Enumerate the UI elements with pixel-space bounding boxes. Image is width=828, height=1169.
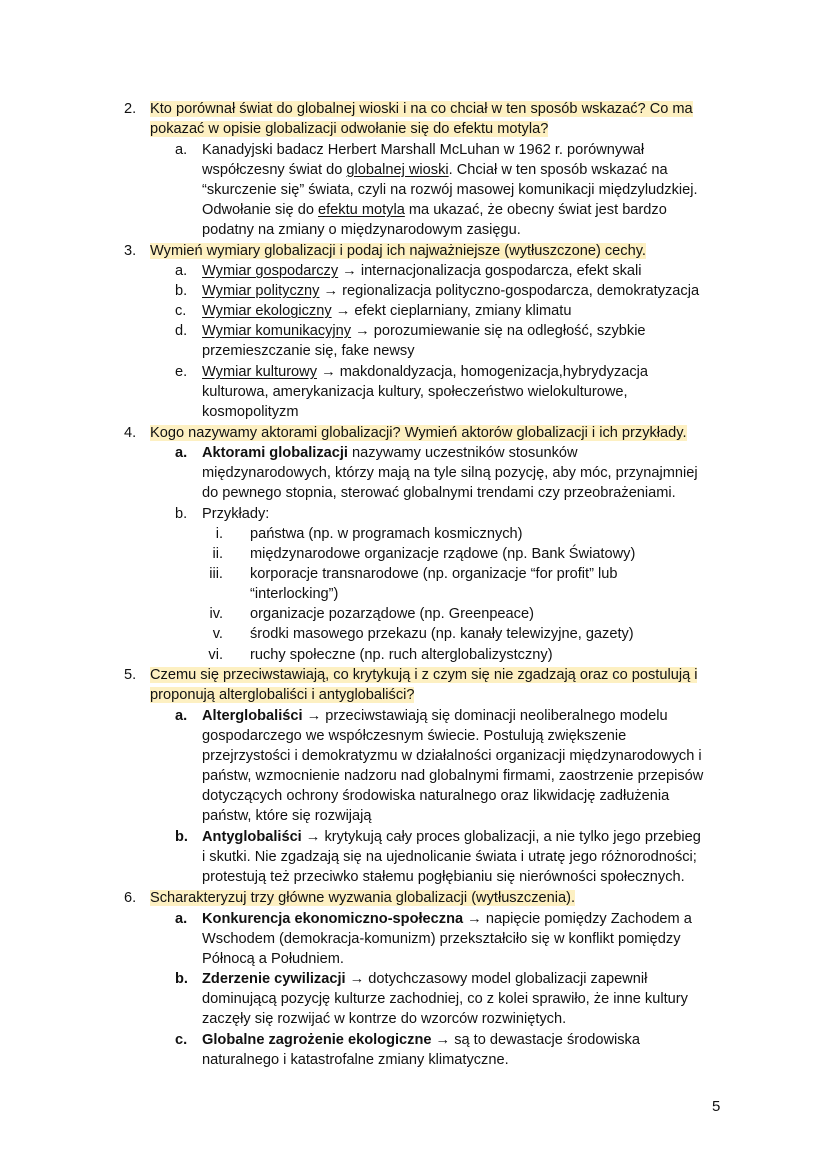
q5-a-line-4: państw, wzmocnienie nadzoru nad globalnymi firmami, zaostrzenie przepisów	[202, 768, 704, 784]
q4-a-line-3: do pewnego stopnia, sterować globalnymi trendami czy przeobrażeniami.	[202, 485, 676, 501]
q3-item-marker: d.	[175, 323, 188, 339]
actor-example-cont: “interlocking”)	[250, 586, 339, 602]
global-village-term: globalnej wioski	[346, 162, 449, 178]
q4-a-line-1: Aktorami globalizacji nazywamy uczestników stosunków	[202, 445, 578, 461]
q6-b-line-3: zaczęły się rozwijać w kontrze do wzorców rozwiniętych.	[202, 1011, 567, 1027]
q5-question-line-1: Czemu się przeciwstawiają, co krytykują i z czym się nie zgadzają oraz co postulują i	[150, 667, 698, 683]
actor-example: międzynarodowe organizacje rządowe (np. Bank Światowy)	[250, 546, 636, 562]
q3-item-cultural: Wymiar kulturowy → makdonaldyzacja, homogenizacja,hybrydyzacja	[202, 364, 648, 380]
q5-a-line-2: gospodarczego we współczesnym świecie. Postulują zwiększenie	[202, 728, 627, 744]
actor-example: organizacje pozarządowe (np. Greenpeace)	[250, 606, 534, 622]
q6-a-line-3: Północą a Południem.	[202, 951, 344, 967]
roman-marker: iii.	[209, 566, 223, 582]
roman-marker: vi.	[208, 647, 223, 663]
q2-a-line-2: współczesny świat do globalnej wioski. Chciał w ten sposób wskazać na	[202, 162, 668, 178]
q4-number: 4.	[124, 425, 137, 441]
q4-a-line-2: międzynarodowych, którzy mają na tyle silną pozycję, aby móc, przynajmniej	[202, 465, 698, 481]
q3-item-cultural-cont: kosmopolityzm	[202, 404, 299, 420]
actor-example: państwa (np. w programach kosmicznych)	[250, 526, 523, 542]
q5-question-line-2: proponują alterglobaliści i antyglobaliści?	[150, 687, 415, 703]
roman-marker: iv.	[209, 606, 223, 622]
q5-a-line-3: przejrzystości i demokratyzmu w działalności organizacji międzynarodowych i	[202, 748, 702, 764]
q5-b-marker: b.	[175, 829, 188, 845]
q2-number: 2.	[124, 101, 137, 117]
q6-a-line-2: Wschodem (demokracja-komunizm) przekształciło się w konflikt pomiędzy	[202, 931, 681, 947]
q6-a-line-1: Konkurencja ekonomiczno-społeczna → napięcie pomiędzy Zachodem a	[202, 911, 692, 927]
q3-number: 3.	[124, 243, 137, 259]
q5-a-line-5: dotyczących ochrony środowiska naturalnego oraz likwidację zadłużenia	[202, 788, 670, 804]
actor-example: korporacje transnarodowe (np. organizacje “for profit” lub	[250, 566, 618, 582]
q5-a-marker: a.	[175, 708, 188, 724]
q2-a-line-3: “skurczenie się” świata, czyli na rozwój masowej komunikacji międzyludzkiej.	[202, 182, 698, 198]
q4-b-marker: b.	[175, 506, 188, 522]
q4-a-marker: a.	[175, 445, 188, 461]
page-number: 5	[712, 1098, 721, 1115]
q3-item-communication-cont: przemieszczanie się, fake newsy	[202, 343, 415, 359]
q2-question-line-1: Kto porównał świat do globalnej wioski i na co chciał w ten sposób wskazać? Co ma	[150, 101, 693, 117]
q5-number: 5.	[124, 667, 137, 683]
q4-b-line-1: Przykłady:	[202, 506, 270, 522]
q2-a-line-4: Odwołanie się do efektu motyla ma ukazać, że obecny świat jest bardzo	[202, 202, 667, 218]
q6-c-line-2: naturalnego i katastrofalne zmiany klimatyczne.	[202, 1052, 509, 1068]
q3-item-communication: Wymiar komunikacyjny → porozumiewanie się na odległość, szybkie	[202, 323, 646, 339]
q3-item-ecological: Wymiar ekologiczny → efekt cieplarniany, zmiany klimatu	[202, 303, 572, 319]
q2-question-line-2: pokazać w opisie globalizacji odwołanie się do efektu motyla?	[150, 121, 549, 137]
q5-b-line-1: Antyglobaliści → krytykują cały proces globalizacji, a nie tylko jego przebieg	[202, 829, 701, 845]
q6-b-line-1: Zderzenie cywilizacji → dotychczasowy model globalizacji zapewnił	[202, 971, 648, 987]
q6-b-marker: b.	[175, 971, 188, 987]
roman-marker: ii.	[212, 546, 223, 562]
q6-b-line-2: dominującą pozycję kulturze zachodniej, co z kolei sprawiło, że inne kultury	[202, 991, 688, 1007]
q4-question-line-1: Kogo nazywamy aktorami globalizacji? Wymień aktorów globalizacji i ich przykłady.	[150, 425, 687, 441]
q6-question-line-1: Scharakteryzuj trzy główne wyzwania globalizacji (wytłuszczenia).	[150, 890, 576, 906]
q3-item-marker: a.	[175, 263, 188, 279]
q6-c-line-1: Globalne zagrożenie ekologiczne → są to dewastacje środowiska	[202, 1032, 640, 1048]
q2-a-line-5: podatny na zmiany o międzynarodowym zasięgu.	[202, 222, 521, 238]
q3-item-political: Wymiar polityczny → regionalizacja polityczno-gospodarcza, demokratyzacja	[202, 283, 700, 299]
q3-item-marker: e.	[175, 364, 188, 380]
q5-b-line-2: i skutki. Nie zgadzają się na ujednolicanie świata i utratę jego różnorodności;	[202, 849, 697, 865]
q3-item-economic: Wymiar gospodarczy → internacjonalizacja gospodarcza, efekt skali	[202, 263, 642, 279]
q3-item-marker: c.	[175, 303, 187, 319]
q6-a-marker: a.	[175, 911, 188, 927]
q6-number: 6.	[124, 890, 137, 906]
q3-item-marker: b.	[175, 283, 188, 299]
q5-a-line-1: Alterglobaliści → przeciwstawiają się dominacji neoliberalnego modelu	[202, 708, 668, 724]
roman-marker: v.	[212, 626, 223, 642]
q3-item-cultural-cont: kulturowa, amerykanizacja kultury, społeczeństwo wielokulturowe,	[202, 384, 628, 400]
butterfly-effect-term: efektu motyla	[318, 202, 405, 218]
q2-a-marker: a.	[175, 142, 188, 158]
q5-b-line-3: protestują też przeciwko stałemu pogłębianiu się nierówności społecznych.	[202, 869, 685, 885]
roman-marker: i.	[215, 526, 223, 542]
q3-question-line-1: Wymień wymiary globalizacji i podaj ich najważniejsze (wytłuszczone) cechy.	[150, 243, 646, 259]
q6-c-marker: c.	[175, 1032, 188, 1048]
q5-a-line-6: państw, które się rozwijają	[202, 808, 372, 824]
actor-example: ruchy społeczne (np. ruch alterglobalizystczny)	[250, 647, 553, 663]
actor-example: środki masowego przekazu (np. kanały telewizyjne, gazety)	[250, 626, 634, 642]
q2-a-line-1: Kanadyjski badacz Herbert Marshall McLuhan w 1962 r. porównywał	[202, 142, 645, 158]
